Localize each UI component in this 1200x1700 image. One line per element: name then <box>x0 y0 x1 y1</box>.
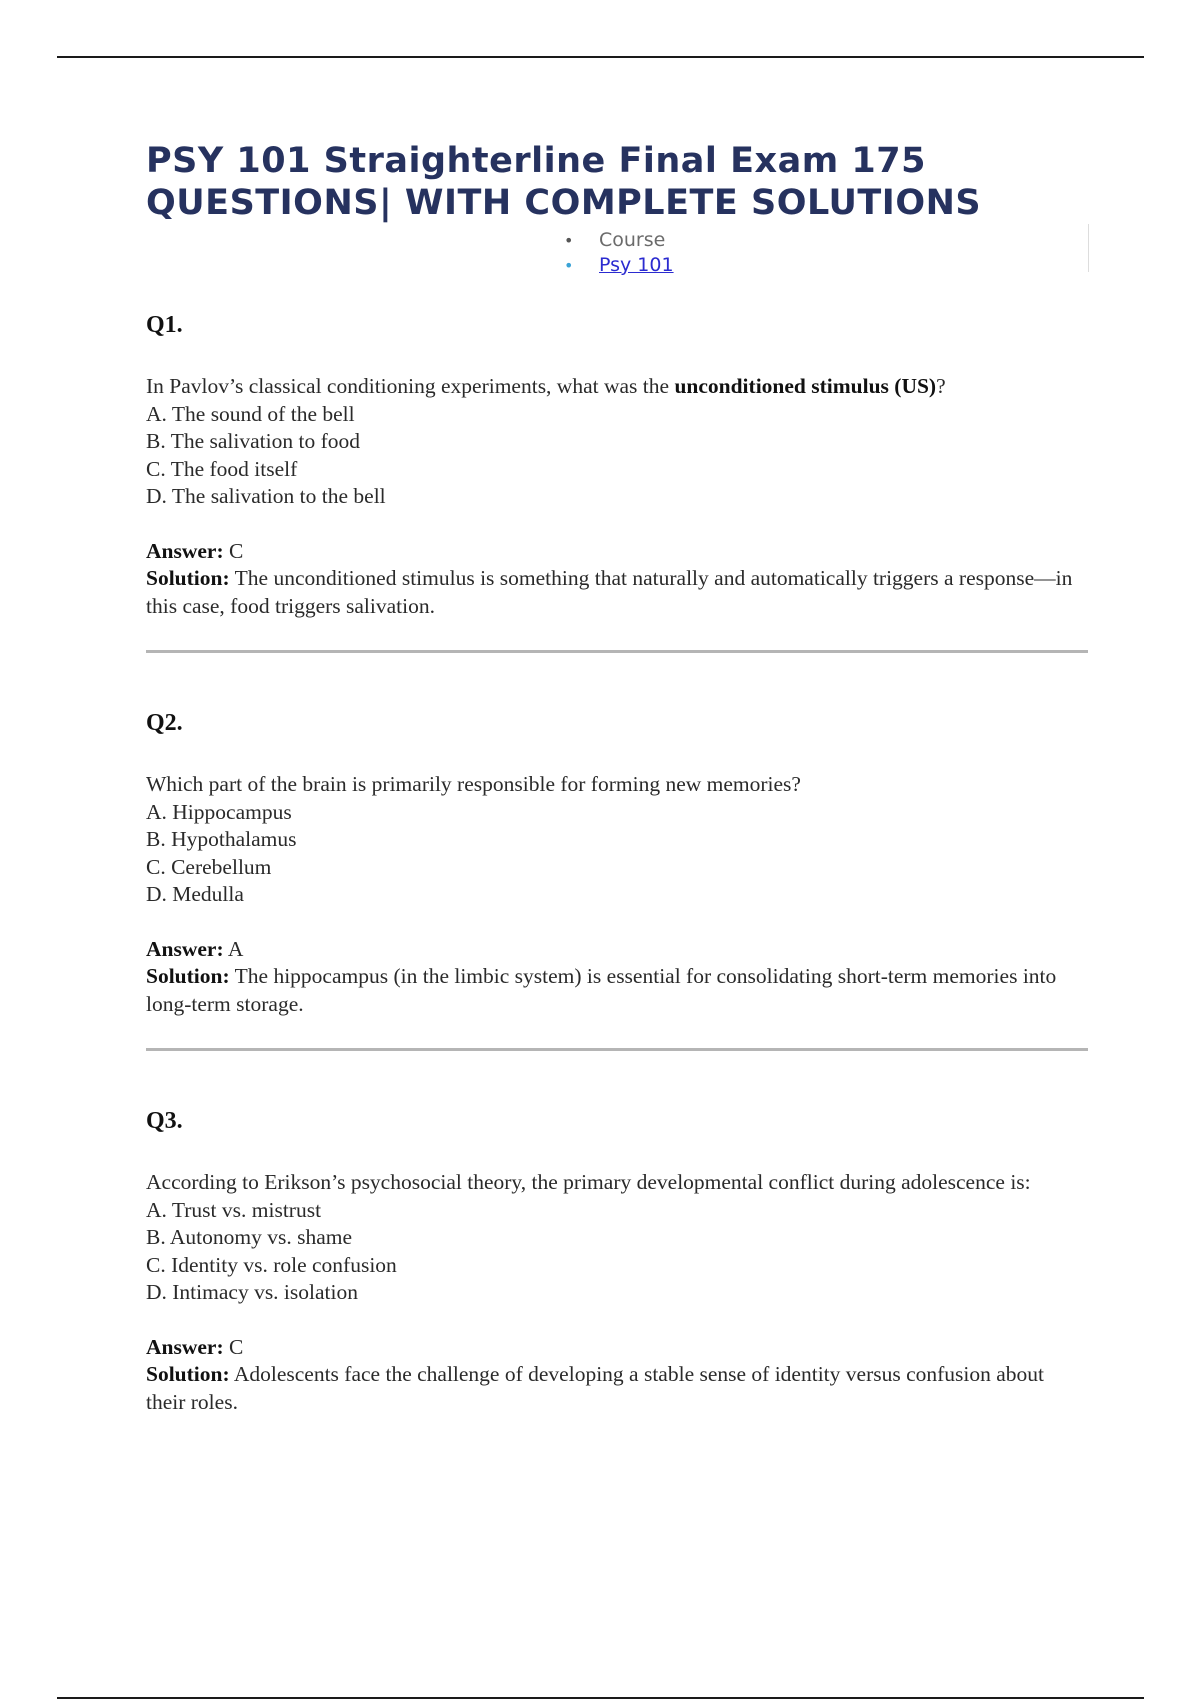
answer-options <box>146 799 1088 909</box>
solution-label: Solution: <box>146 566 230 590</box>
bullet-icon: • <box>564 231 574 250</box>
document-body <box>146 140 1088 1416</box>
solution-text: Adolescents face the challenge of developing a stable sense of identity versus confusion about their roles. <box>146 1362 1045 1414</box>
solution-text: The unconditioned stimulus is something that naturally and automatically triggers a response—in this case, food triggers salivation. <box>146 566 1073 618</box>
page-bottom-rule <box>57 1697 1144 1699</box>
answer-line <box>146 538 1088 566</box>
course-label: Course <box>599 229 666 251</box>
answer-label: Answer: <box>146 1334 224 1359</box>
answer-label: Answer: <box>146 538 224 563</box>
document-title: PSY 101 Straighterline Final Exam 175 QUESTIONS| WITH COMPLETE SOLUTIONS <box>146 141 982 223</box>
question-text: Which part of the brain is primarily responsible for forming new memories? <box>146 772 801 796</box>
answer-label: Answer: <box>146 936 224 961</box>
answer-options <box>146 401 1088 511</box>
answer-line <box>146 1334 1088 1362</box>
page-top-rule <box>57 56 1144 58</box>
course-link-item[interactable] <box>564 253 1088 278</box>
course-label-item <box>564 228 1088 253</box>
question-text: According to Erikson’s psychosocial theory, the primary developmental conflict during adolescence is: <box>146 1170 1031 1194</box>
course-link[interactable]: Psy 101 <box>599 254 674 276</box>
question-label: Q2. <box>146 710 183 736</box>
question-label: Q1. <box>146 312 183 338</box>
question-2 <box>146 709 1088 1051</box>
answer-block <box>146 1334 1088 1417</box>
option-item: D. The salivation to the bell <box>146 484 386 508</box>
option-item: A. Hippocampus <box>146 799 292 824</box>
option-item: B. Hypothalamus <box>146 827 297 851</box>
section-divider <box>146 1048 1088 1051</box>
option-item: B. Autonomy vs. shame <box>146 1225 353 1249</box>
question-label: Q3. <box>146 1108 183 1134</box>
answer-value: A <box>227 936 244 961</box>
solution-line <box>146 963 1088 1018</box>
solution-text: The hippocampus (in the limbic system) is essential for consolidating short-term memories into long-term storage. <box>146 964 1057 1016</box>
question-text: In Pavlov’s classical conditioning experiments, what was the unconditioned stimulus (US)? <box>146 374 946 398</box>
option-item: D. Medulla <box>146 882 244 906</box>
option-item: A. Trust vs. mistrust <box>146 1197 322 1222</box>
option-item: A. The sound of the bell <box>146 401 355 426</box>
solution-line <box>146 1361 1088 1416</box>
bullet-icon: • <box>564 256 574 275</box>
option-item: B. The salivation to food <box>146 429 360 453</box>
section-divider <box>146 650 1088 653</box>
option-item: D. Intimacy vs. isolation <box>146 1280 358 1304</box>
answer-block <box>146 936 1088 1019</box>
answer-value: C <box>229 1334 244 1359</box>
solution-line <box>146 565 1088 620</box>
question-3 <box>146 1107 1088 1416</box>
option-item: C. Identity vs. role confusion <box>146 1252 397 1277</box>
answer-line <box>146 936 1088 964</box>
solution-label: Solution: <box>146 964 230 988</box>
answer-options <box>146 1197 1088 1307</box>
answer-value: C <box>229 538 244 563</box>
course-meta-list <box>146 228 1088 278</box>
solution-label: Solution: <box>146 1362 230 1386</box>
option-item: C. Cerebellum <box>146 854 272 879</box>
option-item: C. The food itself <box>146 456 298 481</box>
answer-block <box>146 538 1088 621</box>
question-1 <box>146 311 1088 653</box>
